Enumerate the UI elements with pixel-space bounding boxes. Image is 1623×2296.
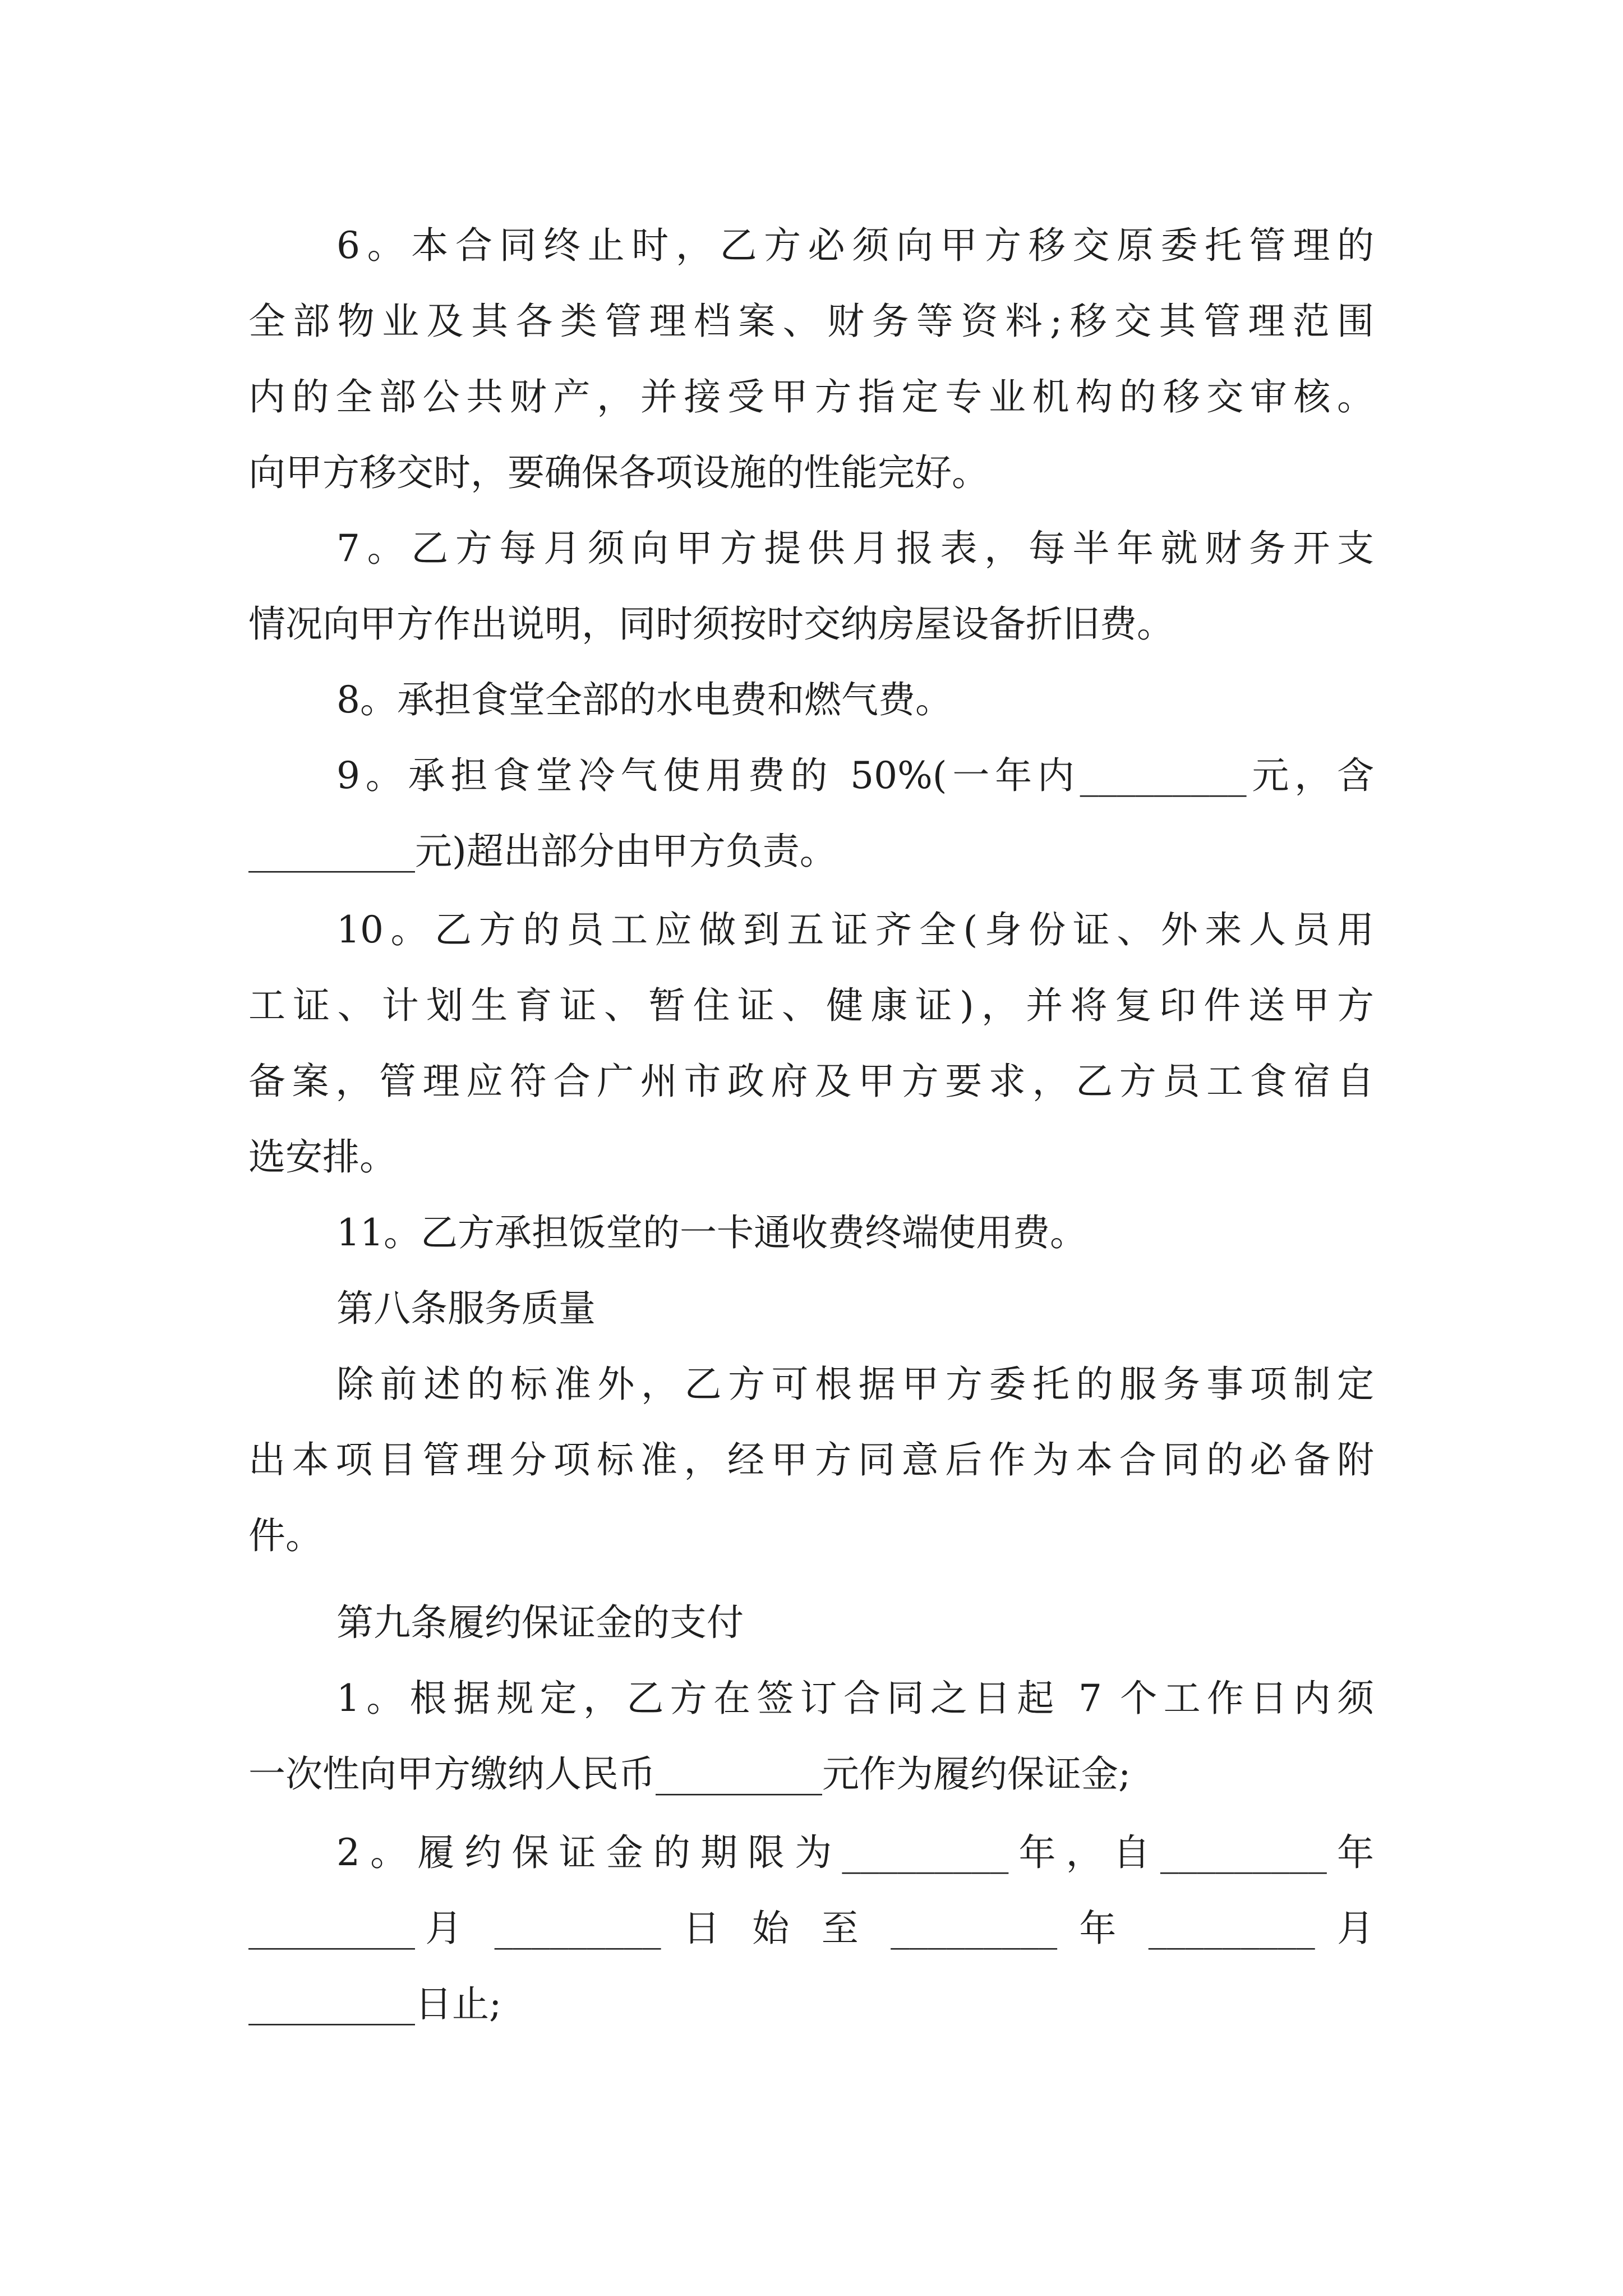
- text-line: 9。承担食堂冷气使用费的 50%(一年内_________元，含: [336, 754, 1374, 797]
- text-line: 6。本合同终止时，乙方必须向甲方移交原委托管理的: [336, 224, 1374, 267]
- text-line: 一次性向甲方缴纳人民币_________元作为履约保证金;: [248, 1752, 1131, 1796]
- text-line: 2。履约保证金的期限为_________年，自_________年: [336, 1831, 1374, 1874]
- text-line: 工证、计划生育证、暂住证、健康证)，并将复印件送甲方: [248, 984, 1374, 1027]
- text-line: 情况向甲方作出说明，同时须按时交纳房屋设备折旧费。: [248, 602, 1174, 646]
- text-line: _________日止;: [248, 1982, 502, 2026]
- text-line: 备案，管理应符合广州市政府及甲方要求，乙方员工食宿自: [248, 1060, 1374, 1103]
- section-heading: 第九条履约保证金的支付: [336, 1601, 744, 1644]
- text-line: 选安排。: [248, 1135, 396, 1179]
- text-line: 出本项目管理分项标准，经甲方同意后作为本合同的必备附: [248, 1438, 1374, 1481]
- text-line: 件。: [248, 1514, 322, 1557]
- text-line: 向甲方移交时，要确保各项设施的性能完好。: [248, 451, 989, 494]
- text-line: _________月 _________ 日 始 至 _________ 年 _________ 月: [248, 1907, 1374, 1950]
- text-line: 1。根据规定，乙方在签订合同之日起 7 个工作日内须: [336, 1677, 1374, 1720]
- text-line: 10。乙方的员工应做到五证齐全(身份证、外来人员用: [336, 908, 1374, 951]
- text-line: 8。承担食堂全部的水电费和燃气费。: [336, 678, 952, 721]
- text-line: 除前述的标准外，乙方可根据甲方委托的服务事项制定: [336, 1363, 1374, 1406]
- section-heading: 第八条服务质量: [336, 1287, 596, 1330]
- text-line: 全部物业及其各类管理档案、财务等资料;移交其管理范围: [248, 300, 1374, 343]
- text-line: 内的全部公共财产，并接受甲方指定专业机构的移交审核。: [248, 375, 1374, 418]
- text-line: 11。乙方承担饭堂的一卡通收费终端使用费。: [336, 1211, 1087, 1254]
- text-line: _________元)超出部分由甲方负责。: [248, 830, 837, 873]
- text-line: 7。乙方每月须向甲方提供月报表，每半年就财务开支: [336, 527, 1374, 570]
